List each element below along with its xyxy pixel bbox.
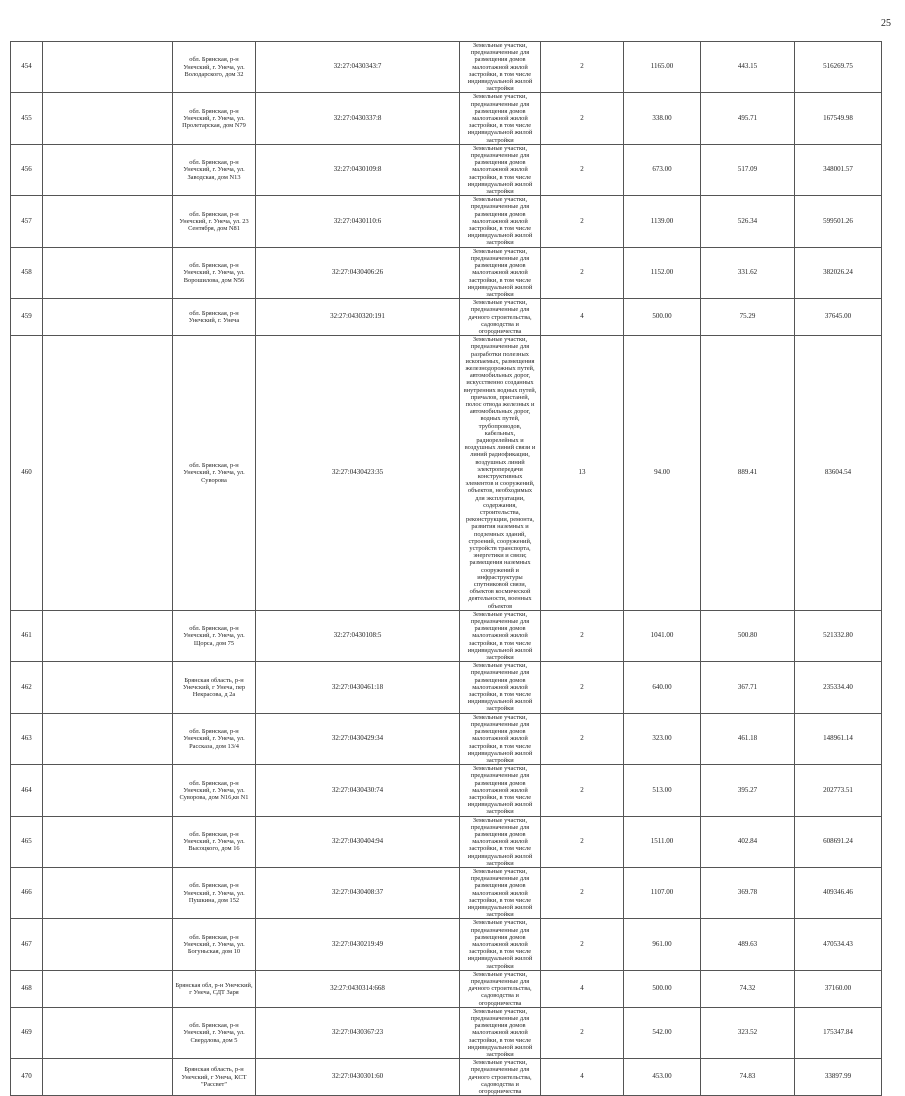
use-group-cell: 2 — [541, 713, 624, 764]
table-row — [11, 610, 882, 661]
row-number-cell: 454 — [11, 42, 43, 93]
table-row — [11, 919, 882, 970]
empty-cell — [43, 610, 173, 661]
table-row — [11, 247, 882, 298]
row-number-cell: 456 — [11, 144, 43, 195]
empty-cell — [43, 867, 173, 918]
address-cell: обл. Брянская, р-н Унечский, г. Унеча, ул. 23 Сентября, дом N81 — [173, 196, 256, 247]
specific-value-cell: 889.41 — [701, 336, 795, 611]
specific-value-cell: 369.78 — [701, 867, 795, 918]
row-number-cell: 459 — [11, 299, 43, 336]
area-cell: 1107.00 — [624, 867, 701, 918]
specific-value-cell: 500.80 — [701, 610, 795, 661]
area-cell: 1511.00 — [624, 816, 701, 867]
empty-cell — [43, 42, 173, 93]
address-cell: обл. Брянская, р-н Унечский, г. Унеча — [173, 299, 256, 336]
address-cell: обл. Брянская, р-н Унечский, г. Унеча, ул. Высоцкого, дом 16 — [173, 816, 256, 867]
use-group-cell: 13 — [541, 336, 624, 611]
use-group-cell: 2 — [541, 247, 624, 298]
specific-value-cell: 74.32 — [701, 970, 795, 1007]
table-row — [11, 662, 882, 713]
use-group-cell: 2 — [541, 42, 624, 93]
cadastral-number-cell: 32:27:0430320:191 — [256, 299, 460, 336]
use-group-cell: 2 — [541, 816, 624, 867]
table-row — [11, 713, 882, 764]
area-cell: 640.00 — [624, 662, 701, 713]
area-cell: 1165.00 — [624, 42, 701, 93]
specific-value-cell: 331.62 — [701, 247, 795, 298]
specific-value-cell: 443.15 — [701, 42, 795, 93]
cadastral-value-cell: 599501.26 — [795, 196, 882, 247]
use-group-cell: 4 — [541, 299, 624, 336]
cadastral-number-cell: 32:27:0430108:5 — [256, 610, 460, 661]
table-row — [11, 1059, 882, 1096]
cadastral-value-cell: 33897.99 — [795, 1059, 882, 1096]
cadastral-value-cell: 235334.40 — [795, 662, 882, 713]
area-cell: 94.00 — [624, 336, 701, 611]
address-cell: обл. Брянская, р-н Унечский, г. Унеча, ул. Богуньская, дом 10 — [173, 919, 256, 970]
cadastral-number-cell: 32:27:0430408:37 — [256, 867, 460, 918]
use-group-cell: 4 — [541, 970, 624, 1007]
cadastral-value-cell: 382026.24 — [795, 247, 882, 298]
land-use-cell: Земельные участки, предназначенные для дачного строительства, садоводства и огородничества — [460, 970, 541, 1007]
table-row — [11, 144, 882, 195]
use-group-cell: 2 — [541, 144, 624, 195]
cadastral-number-cell: 32:27:0430429:34 — [256, 713, 460, 764]
land-use-cell: Земельные участки, предназначенные для размещения домов малоэтажной жилой застройки, в том числе индивидуальной жилой застройки — [460, 196, 541, 247]
table-row — [11, 299, 882, 336]
empty-cell — [43, 1059, 173, 1096]
area-cell: 323.00 — [624, 713, 701, 764]
specific-value-cell: 395.27 — [701, 765, 795, 816]
area-cell: 961.00 — [624, 919, 701, 970]
specific-value-cell: 489.63 — [701, 919, 795, 970]
empty-cell — [43, 919, 173, 970]
land-use-cell: Земельные участки, предназначенные для размещения домов малоэтажной жилой застройки, в том числе индивидуальной жилой застройки — [460, 247, 541, 298]
empty-cell — [43, 970, 173, 1007]
cadastral-value-cell: 148961.14 — [795, 713, 882, 764]
address-cell: Брянская обл, р-н Унечский, г Унеча, СДТ Заря — [173, 970, 256, 1007]
empty-cell — [43, 662, 173, 713]
land-use-cell: Земельные участки, предназначенные для размещения домов малоэтажной жилой застройки, в том числе индивидуальной жилой застройки — [460, 1007, 541, 1058]
land-use-cell: Земельные участки, предназначенные для разработки полезных ископаемых, размещения железнодорожных путей, автомобильных дорог, искусственно созданных внутренних водных путей, причалов, пристаней, полос отвода железных и автомобильных дорог, водных путей, трубопроводов, кабельных, радиорелейных и воздушных линий связи и линий радиофикации, воздушных линий электропередачи конструктивных элементов и сооружений, объектов, необходимых для эксплуатации, содержания, строительства, реконструкции, ремонта, развития наземных и подземных зданий, строений, сооружений, устройств транспорта, энергетики и связи; размещения наземных сооружений и инфраструктуры спутниковой связи, объектов космической деятельности, военных объектов — [460, 336, 541, 611]
use-group-cell: 2 — [541, 662, 624, 713]
land-use-cell: Земельные участки, предназначенные для дачного строительства, садоводства и огородничества — [460, 299, 541, 336]
land-valuation-table — [10, 41, 882, 1096]
specific-value-cell: 367.71 — [701, 662, 795, 713]
cadastral-value-cell: 521332.80 — [795, 610, 882, 661]
page-number: 25 — [881, 18, 891, 29]
land-use-cell: Земельные участки, предназначенные для размещения домов малоэтажной жилой застройки, в том числе индивидуальной жилой застройки — [460, 662, 541, 713]
cadastral-number-cell: 32:27:0430314:668 — [256, 970, 460, 1007]
cadastral-value-cell: 348001.57 — [795, 144, 882, 195]
land-use-cell: Земельные участки, предназначенные для размещения домов малоэтажной жилой застройки, в том числе индивидуальной жилой застройки — [460, 713, 541, 764]
land-use-cell: Земельные участки, предназначенные для размещения домов малоэтажной жилой застройки, в том числе индивидуальной жилой застройки — [460, 919, 541, 970]
cadastral-value-cell: 37645.00 — [795, 299, 882, 336]
land-use-cell: Земельные участки, предназначенные для размещения домов малоэтажной жилой застройки, в том числе индивидуальной жилой застройки — [460, 816, 541, 867]
row-number-cell: 466 — [11, 867, 43, 918]
row-number-cell: 455 — [11, 93, 43, 144]
area-cell: 673.00 — [624, 144, 701, 195]
use-group-cell: 2 — [541, 919, 624, 970]
cadastral-value-cell: 470534.43 — [795, 919, 882, 970]
land-use-cell: Земельные участки, предназначенные для размещения домов малоэтажной жилой застройки, в том числе индивидуальной жилой застройки — [460, 867, 541, 918]
cadastral-number-cell: 32:27:0430110:6 — [256, 196, 460, 247]
cadastral-number-cell: 32:27:0430423:35 — [256, 336, 460, 611]
row-number-cell: 467 — [11, 919, 43, 970]
address-cell: обл. Брянская, р-н Унечский, г. Унеча, ул. Заводская, дом N13 — [173, 144, 256, 195]
cadastral-number-cell: 32:27:0430461:18 — [256, 662, 460, 713]
use-group-cell: 4 — [541, 1059, 624, 1096]
area-cell: 453.00 — [624, 1059, 701, 1096]
table-row — [11, 765, 882, 816]
cadastral-value-cell: 202773.51 — [795, 765, 882, 816]
cadastral-value-cell: 409346.46 — [795, 867, 882, 918]
table-row — [11, 970, 882, 1007]
specific-value-cell: 74.83 — [701, 1059, 795, 1096]
cadastral-number-cell: 32:27:0430343:7 — [256, 42, 460, 93]
row-number-cell: 465 — [11, 816, 43, 867]
empty-cell — [43, 247, 173, 298]
specific-value-cell: 323.52 — [701, 1007, 795, 1058]
cadastral-value-cell: 175347.84 — [795, 1007, 882, 1058]
table-body — [11, 42, 882, 1096]
area-cell: 542.00 — [624, 1007, 701, 1058]
cadastral-number-cell: 32:27:0430337:8 — [256, 93, 460, 144]
table-row — [11, 1007, 882, 1058]
address-cell: обл. Брянская, р-н Унечский, г. Унеча, ул. Свердлова, дом 5 — [173, 1007, 256, 1058]
address-cell: обл. Брянская, р-н Унечский, г. Унеча, ул. Суворова — [173, 336, 256, 611]
address-cell: обл. Брянская, р-н Унечский, г. Унеча, ул. Володарского, дом 32 — [173, 42, 256, 93]
table-row — [11, 336, 882, 611]
empty-cell — [43, 713, 173, 764]
use-group-cell: 2 — [541, 93, 624, 144]
row-number-cell: 458 — [11, 247, 43, 298]
address-cell: обл. Брянская, р-н Унечский, г. Унеча, ул. Пролетарская, дом N79 — [173, 93, 256, 144]
address-cell: обл. Брянская, р-н Унечский, г. Унеча, ул. Щорса, дом 75 — [173, 610, 256, 661]
empty-cell — [43, 336, 173, 611]
use-group-cell: 2 — [541, 867, 624, 918]
row-number-cell: 470 — [11, 1059, 43, 1096]
area-cell: 513.00 — [624, 765, 701, 816]
row-number-cell: 469 — [11, 1007, 43, 1058]
specific-value-cell: 517.09 — [701, 144, 795, 195]
area-cell: 338.00 — [624, 93, 701, 144]
cadastral-number-cell: 32:27:0430430:74 — [256, 765, 460, 816]
land-use-cell: Земельные участки, предназначенные для размещения домов малоэтажной жилой застройки, в том числе индивидуальной жилой застройки — [460, 93, 541, 144]
specific-value-cell: 402.84 — [701, 816, 795, 867]
empty-cell — [43, 1007, 173, 1058]
row-number-cell: 457 — [11, 196, 43, 247]
use-group-cell: 2 — [541, 196, 624, 247]
empty-cell — [43, 144, 173, 195]
empty-cell — [43, 196, 173, 247]
cadastral-value-cell: 516269.75 — [795, 42, 882, 93]
cadastral-number-cell: 32:27:0430404:94 — [256, 816, 460, 867]
row-number-cell: 464 — [11, 765, 43, 816]
table-row — [11, 42, 882, 93]
use-group-cell: 2 — [541, 765, 624, 816]
cadastral-number-cell: 32:27:0430109:8 — [256, 144, 460, 195]
cadastral-number-cell: 32:27:0430301:60 — [256, 1059, 460, 1096]
cadastral-value-cell: 37160.00 — [795, 970, 882, 1007]
row-number-cell: 460 — [11, 336, 43, 611]
specific-value-cell: 526.34 — [701, 196, 795, 247]
address-cell: обл. Брянская, р-н Унечский, г. Унеча, ул. Рассказа, дом 13/4 — [173, 713, 256, 764]
cadastral-number-cell: 32:27:0430219:49 — [256, 919, 460, 970]
land-use-cell: Земельные участки, предназначенные для размещения домов малоэтажной жилой застройки, в том числе индивидуальной жилой застройки — [460, 610, 541, 661]
table-row — [11, 816, 882, 867]
land-use-cell: Земельные участки, предназначенные для размещения домов малоэтажной жилой застройки, в том числе индивидуальной жилой застройки — [460, 765, 541, 816]
empty-cell — [43, 93, 173, 144]
cadastral-number-cell: 32:27:0430406:26 — [256, 247, 460, 298]
address-cell: обл. Брянская, р-н Унечский, г. Унеча, ул. Суворова, дом N16,кв N1 — [173, 765, 256, 816]
table-row — [11, 93, 882, 144]
area-cell: 1152.00 — [624, 247, 701, 298]
specific-value-cell: 461.18 — [701, 713, 795, 764]
table-row — [11, 867, 882, 918]
row-number-cell: 462 — [11, 662, 43, 713]
address-cell: обл. Брянская, р-н Унечский, г. Унеча, ул. Пушкина, дом 152 — [173, 867, 256, 918]
empty-cell — [43, 765, 173, 816]
use-group-cell: 2 — [541, 1007, 624, 1058]
cadastral-value-cell: 608691.24 — [795, 816, 882, 867]
cadastral-number-cell: 32:27:0430367:23 — [256, 1007, 460, 1058]
address-cell: Брянская область, р-н Унечский, г Унеча, пер Некрасова, д 2а — [173, 662, 256, 713]
specific-value-cell: 75.29 — [701, 299, 795, 336]
specific-value-cell: 495.71 — [701, 93, 795, 144]
row-number-cell: 461 — [11, 610, 43, 661]
land-use-cell: Земельные участки, предназначенные для размещения домов малоэтажной жилой застройки, в том числе индивидуальной жилой застройки — [460, 144, 541, 195]
area-cell: 1139.00 — [624, 196, 701, 247]
area-cell: 500.00 — [624, 970, 701, 1007]
use-group-cell: 2 — [541, 610, 624, 661]
cadastral-value-cell: 83604.54 — [795, 336, 882, 611]
land-use-cell: Земельные участки, предназначенные для дачного строительства, садоводства и огородничества — [460, 1059, 541, 1096]
empty-cell — [43, 816, 173, 867]
land-use-cell: Земельные участки, предназначенные для размещения домов малоэтажной жилой застройки, в том числе индивидуальной жилой застройки — [460, 42, 541, 93]
empty-cell — [43, 299, 173, 336]
table-row — [11, 196, 882, 247]
row-number-cell: 468 — [11, 970, 43, 1007]
cadastral-value-cell: 167549.98 — [795, 93, 882, 144]
address-cell: обл. Брянская, р-н Унечский, г. Унеча, ул. Ворошилова, дом N56 — [173, 247, 256, 298]
area-cell: 1041.00 — [624, 610, 701, 661]
address-cell: Брянская область, р-н Унечский, г Унеча, КСТ "Рассвет" — [173, 1059, 256, 1096]
area-cell: 500.00 — [624, 299, 701, 336]
row-number-cell: 463 — [11, 713, 43, 764]
